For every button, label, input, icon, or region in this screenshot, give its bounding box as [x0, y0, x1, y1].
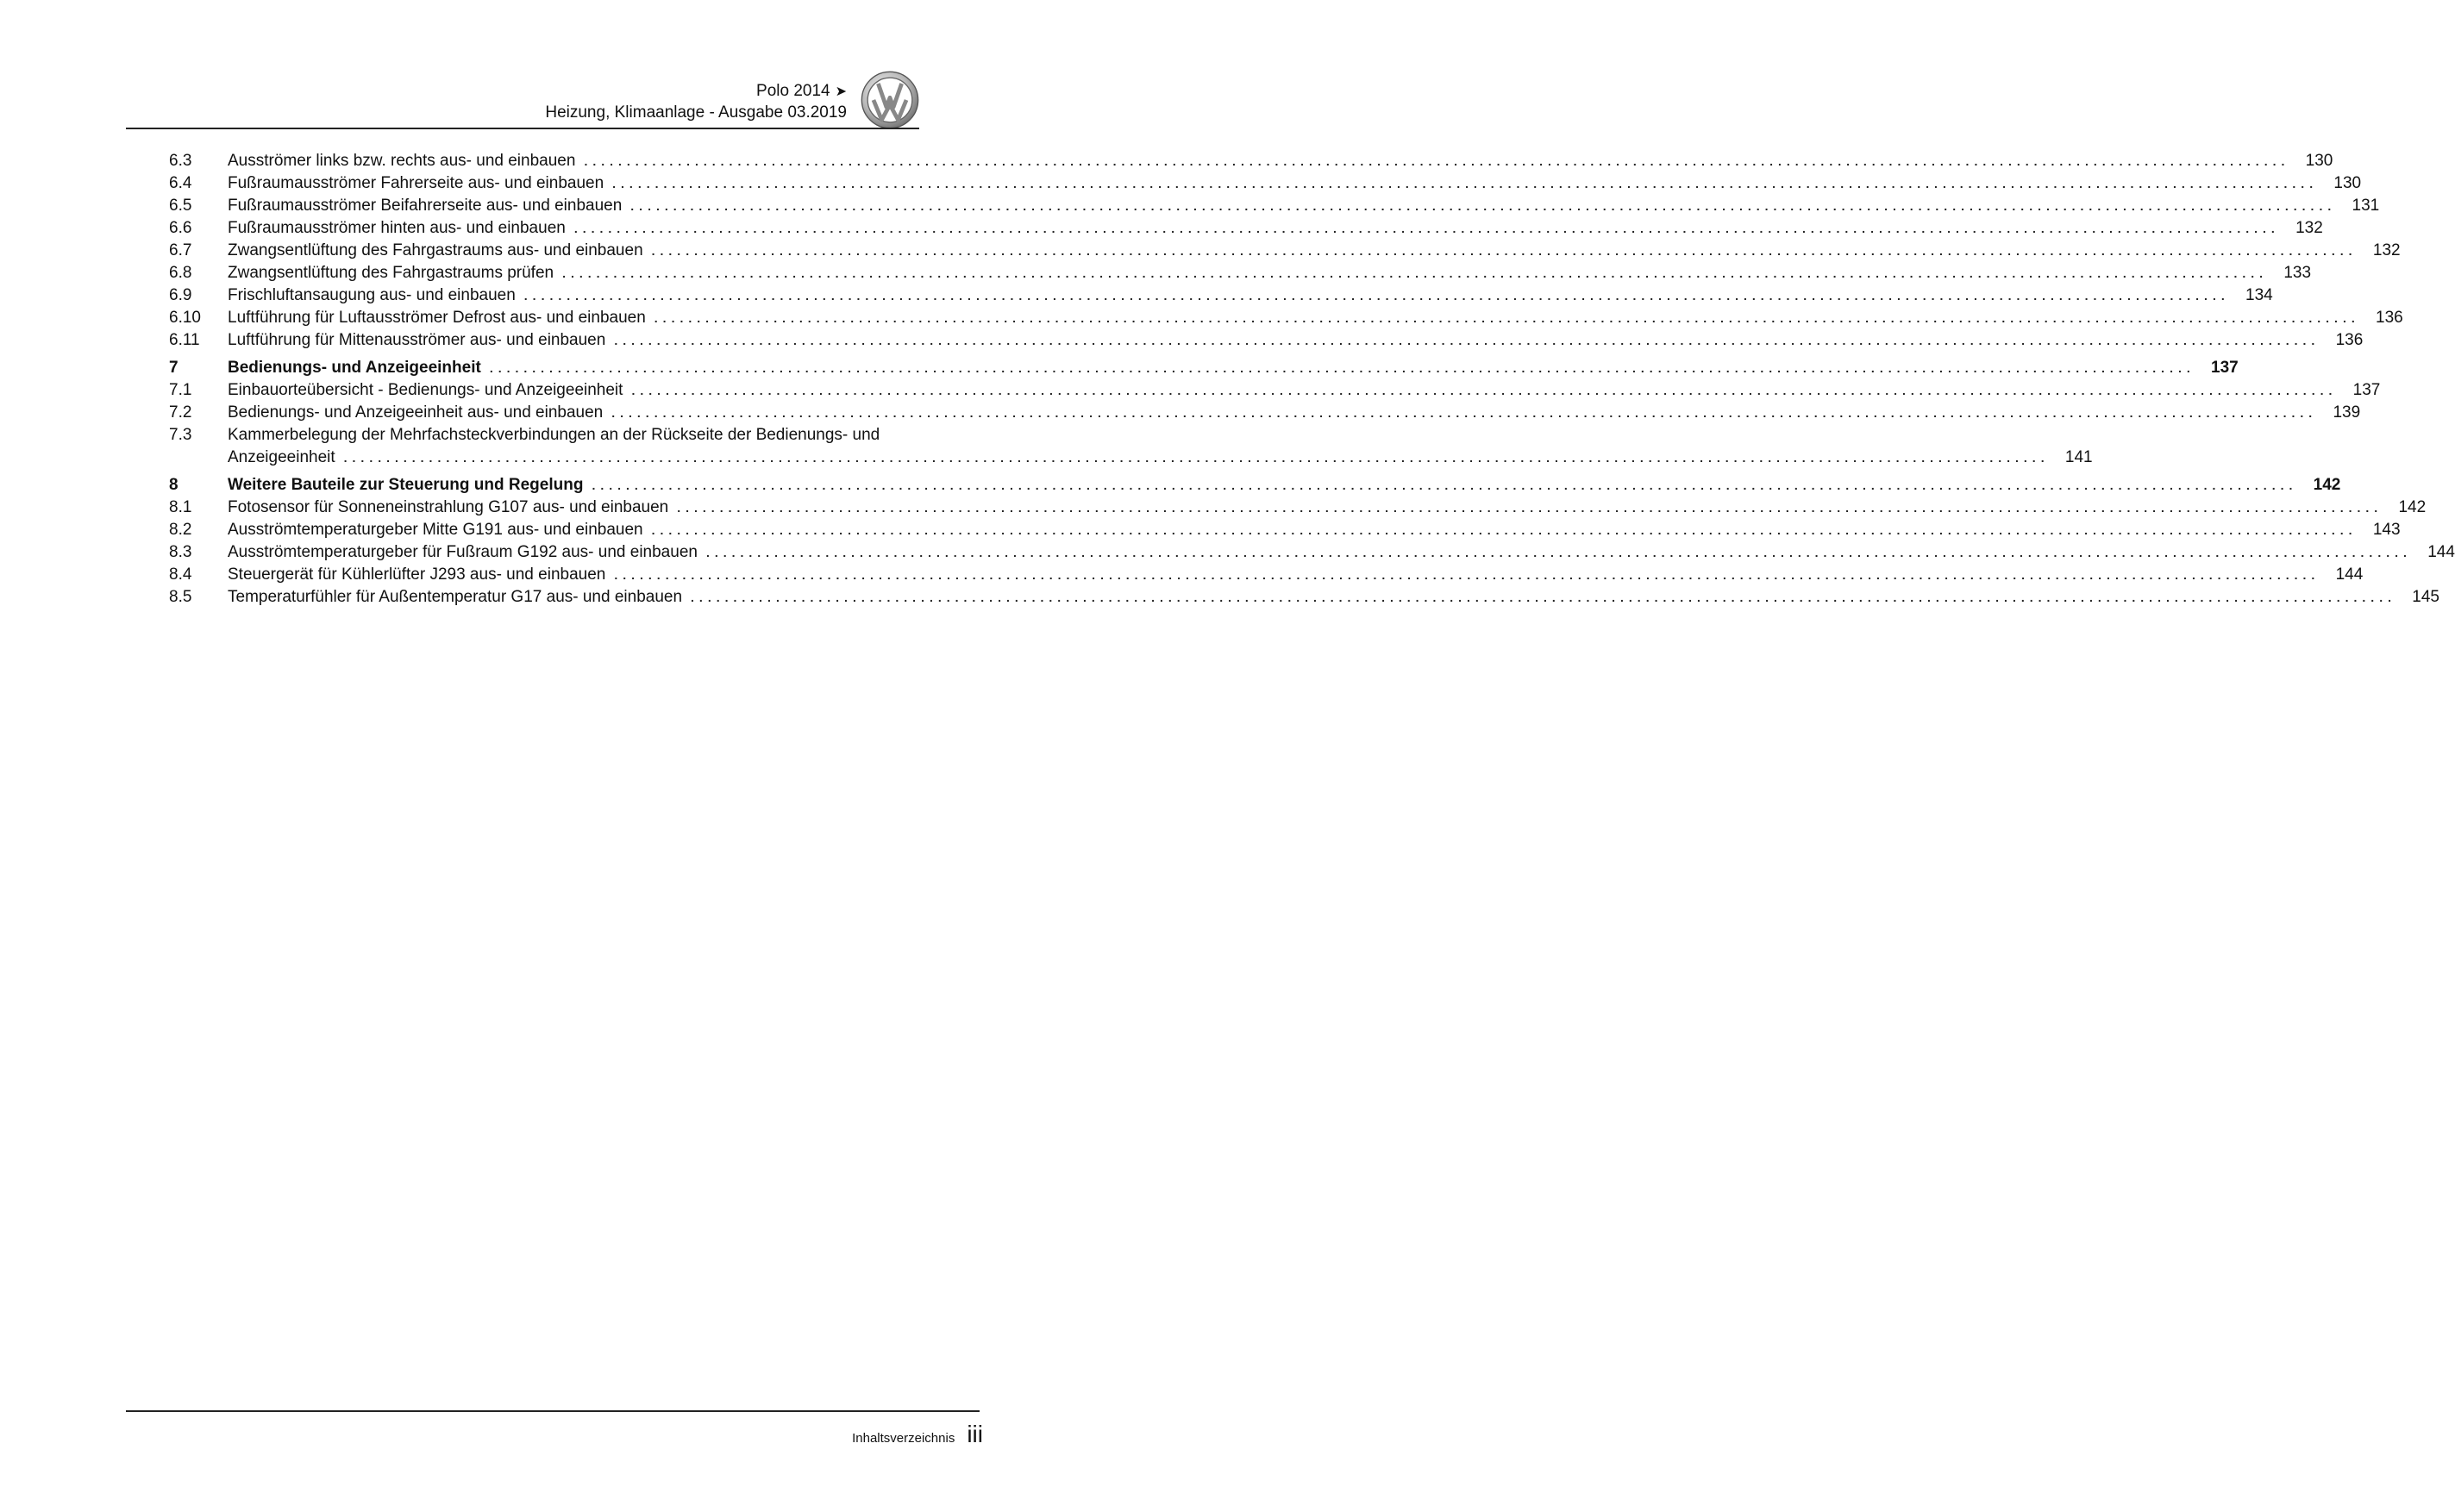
- footer-label: Inhaltsverzeichnis: [852, 1431, 955, 1446]
- vw-logo-icon: [861, 71, 919, 129]
- page-footer: [852, 1421, 983, 1448]
- toc-entry-page: 139: [2333, 403, 2361, 422]
- table-of-contents: [169, 150, 2455, 609]
- leader-dots: ........................................................................................................................................................................................................: [630, 199, 2337, 213]
- toc-entry-number: 6.10: [169, 309, 201, 327]
- toc-entry-number: 6.6: [169, 219, 192, 237]
- toc-entry-page: 137: [2352, 381, 2381, 399]
- toc-chapter-page: 142: [2313, 476, 2341, 494]
- header-model: [545, 81, 847, 103]
- toc-entry-page: 144: [2427, 543, 2455, 561]
- toc-entry-page: 143: [2372, 521, 2401, 539]
- toc-chapter-title: Bedienungs- und Anzeigeeinheit: [228, 359, 481, 377]
- toc-entry-number: 6.9: [169, 286, 192, 304]
- toc-entry-page: 132: [2295, 219, 2323, 237]
- toc-entry[interactable]: [169, 284, 2273, 307]
- toc-entry[interactable]: [169, 424, 2093, 469]
- toc-entry-page: 130: [2305, 152, 2333, 170]
- toc-entry-number: 8.3: [169, 543, 192, 561]
- leader-dots: ........................................................................................................................................................................................................: [592, 478, 2298, 492]
- toc-chapter-8[interactable]: [169, 474, 2341, 497]
- toc-entry-page: 131: [2352, 197, 2380, 215]
- toc-chapter-page: 137: [2211, 359, 2239, 377]
- toc-entry-page: 141: [2064, 448, 2093, 466]
- toc-entry-number: 8.2: [169, 521, 192, 539]
- leader-dots: ........................................................................................................................................................................................................: [677, 501, 2383, 515]
- toc-entry-number: 6.5: [169, 197, 192, 215]
- toc-entry[interactable]: [169, 519, 2401, 541]
- toc-entry[interactable]: [169, 564, 2364, 586]
- toc-entry-title: Fußraumausströmer Fahrerseite aus- und einbauen: [228, 174, 604, 192]
- toc-entry-title-line2: Anzeigeeinheit: [228, 448, 335, 466]
- toc-entry-title: Ausströmer links bzw. rechts aus- und einbauen: [228, 152, 576, 170]
- toc-entry[interactable]: [169, 172, 2362, 195]
- leader-dots: ........................................................................................................................................................................................................: [705, 546, 2412, 559]
- footer-page-number: iii: [967, 1421, 983, 1447]
- toc-entry-title: Luftführung für Mittenausströmer aus- und einbauen: [228, 331, 606, 349]
- toc-entry-title-line1: Kammerbelegung der Mehrfachsteckverbindungen an der Rückseite der Bedienungs- und: [228, 426, 880, 444]
- toc-entry-number: 6.3: [169, 152, 192, 170]
- toc-chapter-number: 7: [169, 359, 178, 377]
- toc-chapter-number: 8: [169, 476, 178, 494]
- toc-entry-title-block: [228, 424, 2050, 469]
- toc-chapter-7[interactable]: [169, 357, 2239, 379]
- leader-dots: ........................................................................................................................................................................................................: [523, 289, 2230, 303]
- leader-dots: ........................................................................................................................................................................................................: [654, 311, 2360, 325]
- toc-entry-number: 6.11: [169, 331, 200, 349]
- leader-dots: ........................................................................................................................................................................................................: [584, 154, 2290, 168]
- leader-dots: ........................................................................................................................................................................................................: [612, 177, 2319, 191]
- toc-entry-number: 8.5: [169, 588, 192, 606]
- toc-entry[interactable]: [169, 150, 2333, 172]
- footer-divider: [126, 1410, 980, 1412]
- leader-dots: ........................................................................................................................................................................................................: [691, 590, 2396, 604]
- arrow-icon: ➤: [835, 84, 847, 99]
- toc-entry-page: 136: [2376, 309, 2403, 327]
- toc-entry-title: Einbauorteübersicht - Bedienungs- und Anzeigeeinheit: [228, 381, 623, 399]
- header-subtitle: Heizung, Klimaanlage - Ausgabe 03.2019: [545, 103, 847, 122]
- leader-dots: ........................................................................................................................................................................................................: [562, 266, 2269, 280]
- toc-entry-title: Luftführung für Luftausströmer Defrost aus- und einbauen: [228, 309, 646, 327]
- toc-entry[interactable]: [169, 307, 2403, 329]
- toc-entry[interactable]: [169, 379, 2381, 402]
- toc-chapter-title: Weitere Bauteile zur Steuerung und Regelung: [228, 476, 584, 494]
- page-header: [126, 81, 919, 133]
- toc-entry[interactable]: [169, 195, 2380, 217]
- header-divider: [126, 128, 919, 129]
- toc-entry-number: 7.2: [169, 403, 192, 422]
- toc-entry-page: 133: [2283, 264, 2312, 282]
- toc-entry-title: Zwangsentlüftung des Fahrgastraums prüfen: [228, 264, 554, 282]
- toc-entry-number: 8.1: [169, 498, 192, 516]
- header-model-text: Polo 2014: [756, 82, 830, 100]
- toc-entry-number: 7.3: [169, 426, 192, 444]
- toc-entry-title: Fotosensor für Sonneneinstrahlung G107 aus- und einbauen: [228, 498, 669, 516]
- toc-entry[interactable]: [169, 402, 2361, 424]
- toc-entry-number: 6.7: [169, 241, 192, 259]
- leader-dots: ........................................................................................................................................................................................................: [651, 523, 2358, 537]
- toc-entry[interactable]: [169, 586, 2439, 609]
- toc-entry-title: Steuergerät für Kühlerlüfter J293 aus- und einbauen: [228, 565, 606, 584]
- toc-entry[interactable]: [169, 240, 2401, 262]
- header-text: [545, 81, 847, 123]
- toc-entry-page: 145: [2412, 588, 2439, 606]
- toc-entry[interactable]: [169, 329, 2364, 352]
- leader-dots: ........................................................................................................................................................................................................: [614, 568, 2320, 582]
- toc-entry-page: 142: [2398, 498, 2427, 516]
- toc-entry-page: 144: [2335, 565, 2364, 584]
- toc-entry-title: Frischluftansaugung aus- und einbauen: [228, 286, 516, 304]
- leader-dots: ........................................................................................................................................................................................................: [573, 222, 2280, 235]
- toc-entry-page: 134: [2245, 286, 2273, 304]
- toc-entry[interactable]: [169, 497, 2427, 519]
- leader-dots: ........................................................................................................................................................................................................: [631, 384, 2338, 397]
- toc-entry-title: Temperaturfühler für Außentemperatur G17 aus- und einbauen: [228, 588, 683, 606]
- toc-entry-number: 8.4: [169, 565, 192, 584]
- toc-entry-title: Ausströmtemperaturgeber Mitte G191 aus- und einbauen: [228, 521, 643, 539]
- toc-entry-title: Fußraumausströmer Beifahrerseite aus- und einbauen: [228, 197, 623, 215]
- toc-entry[interactable]: [169, 217, 2323, 240]
- toc-entry-page: 136: [2335, 331, 2364, 349]
- leader-dots: ........................................................................................................................................................................................................: [343, 451, 2050, 465]
- toc-entry-title: Bedienungs- und Anzeigeeinheit aus- und einbauen: [228, 403, 604, 422]
- leader-dots: ........................................................................................................................................................................................................: [489, 361, 2195, 375]
- toc-entry[interactable]: [169, 541, 2455, 564]
- toc-entry[interactable]: [169, 262, 2312, 284]
- toc-entry-title: Zwangsentlüftung des Fahrgastraums aus- und einbauen: [228, 241, 643, 259]
- leader-dots: ........................................................................................................................................................................................................: [611, 406, 2318, 420]
- leader-dots: ........................................................................................................................................................................................................: [614, 334, 2320, 347]
- toc-entry-title: Ausströmtemperaturgeber für Fußraum G192 aus- und einbauen: [228, 543, 698, 561]
- toc-entry-title: Fußraumausströmer hinten aus- und einbauen: [228, 219, 566, 237]
- toc-entry-number: 7.1: [169, 381, 192, 399]
- leader-dots: ........................................................................................................................................................................................................: [651, 244, 2358, 258]
- toc-entry-number: 6.8: [169, 264, 192, 282]
- toc-entry-page: 130: [2333, 174, 2362, 192]
- toc-entry-page: 132: [2372, 241, 2401, 259]
- toc-entry-number: 6.4: [169, 174, 192, 192]
